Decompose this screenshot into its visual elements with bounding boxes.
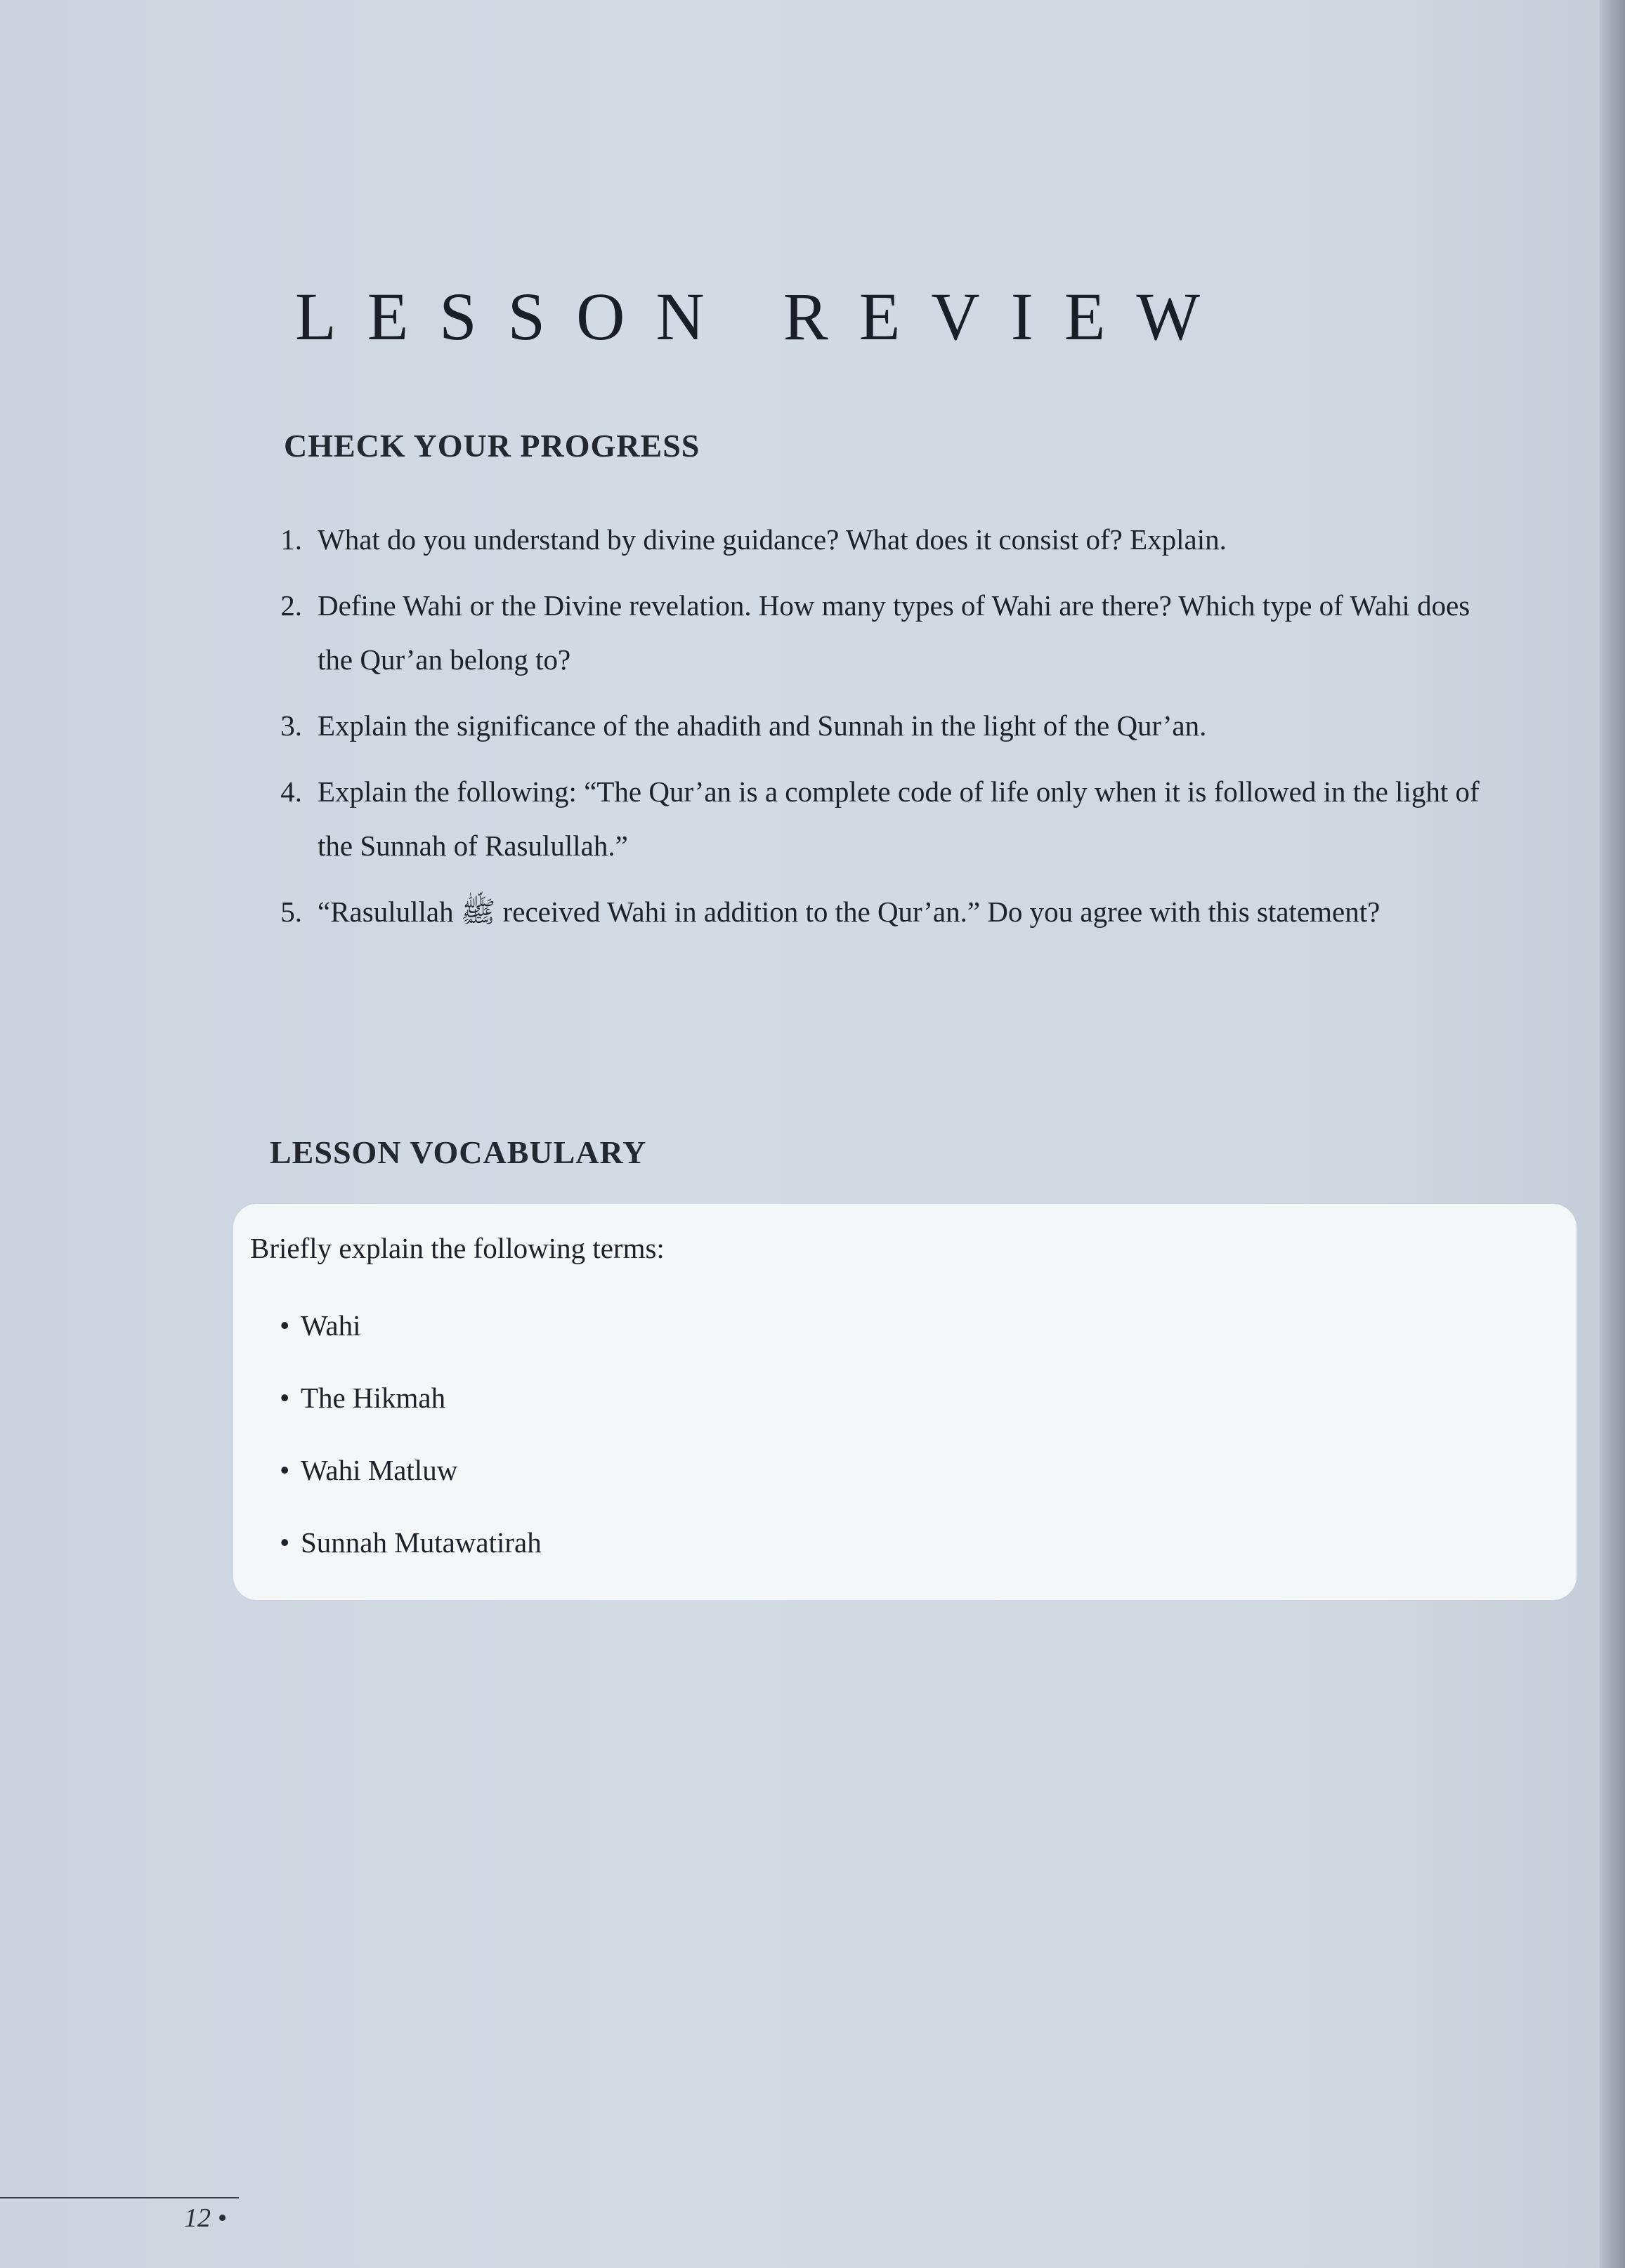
page-number-mark: • [217, 2203, 227, 2233]
question-text: Define Wahi or the Divine revelation. How many types of Wahi are there? Which type of Wahi does the Qur’an belong to? [318, 589, 1470, 676]
check-progress-heading: CHECK YOUR PROGRESS [284, 428, 700, 464]
question-number: 5. [280, 896, 302, 928]
question-number: 3. [280, 709, 302, 742]
vocabulary-term [280, 1301, 542, 1373]
question-number: 1. [280, 523, 302, 556]
page-number-value: 12 [184, 2203, 211, 2233]
vocabulary-term-list [280, 1301, 542, 1590]
question-number: 2. [280, 589, 302, 622]
question-item [246, 885, 1510, 939]
question-list [246, 513, 1510, 951]
bullet-icon: • [280, 1382, 290, 1414]
vocabulary-term [280, 1373, 542, 1446]
vocabulary-term [280, 1518, 542, 1590]
book-spine-shadow [1600, 0, 1625, 2268]
vocabulary-term [280, 1446, 542, 1518]
question-number: 4. [280, 775, 302, 808]
bullet-icon: • [280, 1526, 290, 1559]
vocabulary-instructions: Briefly explain the following terms: [250, 1232, 665, 1264]
page-number [184, 2203, 227, 2234]
vocabulary-term-label: Sunnah Mutawatirah [301, 1526, 542, 1559]
question-item [246, 765, 1510, 873]
vocabulary-term-label: Wahi Matluw [301, 1454, 458, 1486]
question-item [246, 513, 1510, 567]
question-text: “Rasulullah ﷺ received Wahi in addition to the Qur’an.” Do you agree with this statement? [318, 896, 1381, 928]
vocabulary-term-label: Wahi [301, 1309, 361, 1342]
question-text: What do you understand by divine guidance? What does it consist of? Explain. [318, 523, 1227, 556]
question-item [246, 579, 1510, 687]
question-text: Explain the following: “The Qur’an is a complete code of life only when it is followed in the light of the Sunnah of Rasulullah.” [318, 775, 1480, 862]
vocabulary-term-label: The Hikmah [301, 1382, 446, 1414]
footer-rule [0, 2197, 239, 2198]
lesson-vocabulary-heading: LESSON VOCABULARY [270, 1134, 647, 1170]
bullet-icon: • [280, 1309, 290, 1342]
question-item [246, 699, 1510, 753]
lesson-review-title: LESSON REVIEW [295, 279, 1231, 354]
question-text: Explain the significance of the ahadith and Sunnah in the light of the Qur’an. [318, 709, 1207, 742]
bullet-icon: • [280, 1454, 290, 1486]
